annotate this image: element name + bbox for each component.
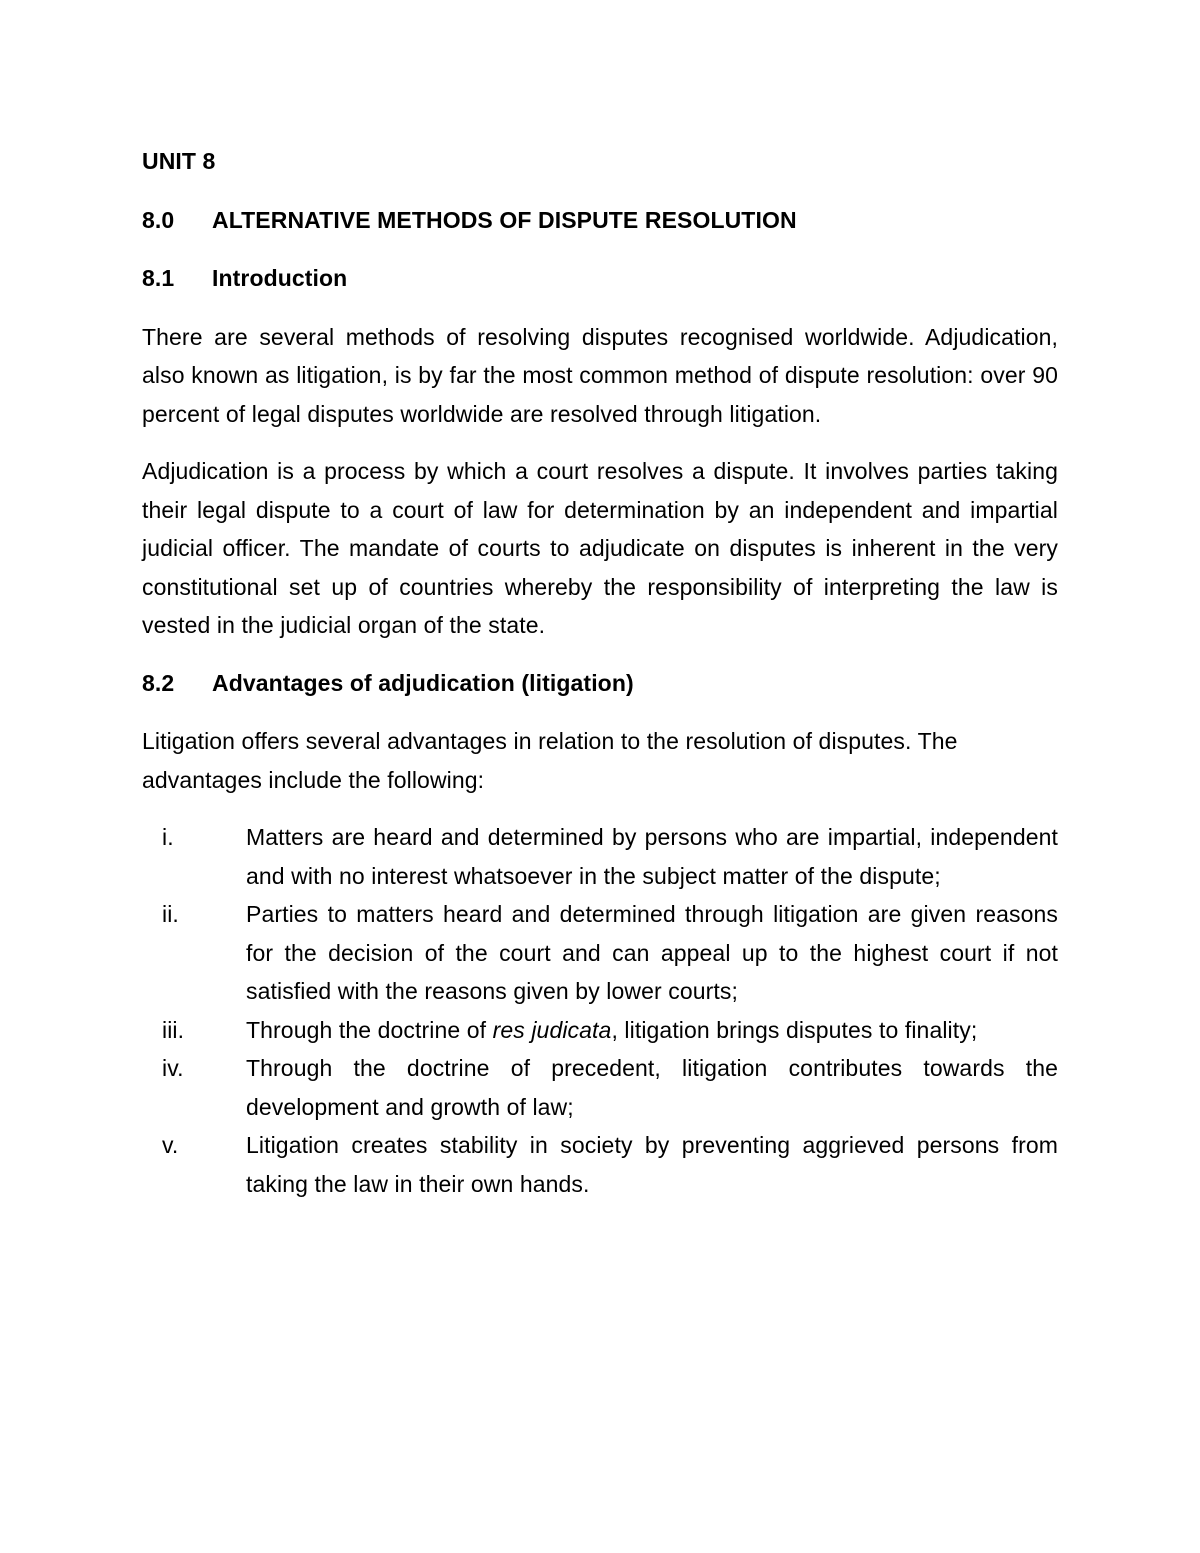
section-number: 8.1 bbox=[142, 265, 175, 291]
section-heading-8-1 bbox=[142, 259, 1058, 298]
intro-paragraph-1: There are several methods of resolving disputes recognised worldwide. Adjudication, also known as litigation, is by far the most common method of dispute resolution: over 90 percent of legal disputes worldwide are resolved through litigation. bbox=[142, 323, 1058, 427]
section-heading-8-0 bbox=[142, 201, 1058, 240]
list-item-text-before: Through the doctrine of bbox=[246, 1016, 493, 1043]
list-item-text: Parties to matters heard and determined through litigation are given reasons for the decision of the court and can appeal up to the highest court if not satisfied with the reasons given by lower courts; bbox=[246, 901, 1058, 1004]
list-marker: i. bbox=[162, 824, 174, 850]
document-body bbox=[142, 142, 1058, 1203]
section-title: Introduction bbox=[212, 265, 348, 291]
advantages-list bbox=[142, 818, 1058, 1203]
section-number: 8.2 bbox=[142, 669, 175, 696]
list-item bbox=[142, 1126, 1058, 1203]
advantages-intro-paragraph: Litigation offers several advantages in relation to the resolution of disputes. The advantages include the following: bbox=[142, 728, 958, 793]
intro-paragraph-2: Adjudication is a process by which a court resolves a dispute. It involves parties taking their legal dispute to a court of law for determination by an independent and impartial judicial officer. The mandate of courts to adjudicate on disputes is inherent in the very constitutional set up of countries whereby the responsibility of interpreting the law is vested in the judicial organ of the state. bbox=[142, 458, 1058, 638]
list-item bbox=[142, 895, 1058, 1011]
section-heading-8-2 bbox=[142, 664, 1058, 703]
list-item bbox=[142, 1049, 1058, 1126]
section-title: Advantages of adjudication (litigation) bbox=[212, 669, 634, 696]
unit-heading: UNIT 8 bbox=[142, 148, 216, 174]
latin-term: res judicata bbox=[492, 1016, 612, 1043]
list-item-text: Matters are heard and determined by persons who are impartial, independent and with no interest whatsoever in the subject matter of the dispute; bbox=[246, 824, 1058, 889]
section-number: 8.0 bbox=[142, 206, 175, 233]
list-marker: ii. bbox=[162, 901, 179, 927]
list-marker: v. bbox=[162, 1132, 179, 1158]
list-item-text-after: , litigation brings disputes to finality; bbox=[611, 1016, 978, 1043]
list-item bbox=[142, 1011, 1058, 1050]
list-item bbox=[142, 818, 1058, 895]
section-title: ALTERNATIVE METHODS OF DISPUTE RESOLUTION bbox=[212, 206, 797, 233]
list-item-text bbox=[246, 1011, 1058, 1050]
list-marker: iii. bbox=[162, 1016, 185, 1043]
list-marker: iv. bbox=[162, 1055, 184, 1081]
list-item-text: Litigation creates stability in society by preventing aggrieved persons from taking the law in their own hands. bbox=[246, 1132, 1058, 1197]
list-item-text: Through the doctrine of precedent, litigation contributes towards the development and growth of law; bbox=[246, 1055, 1058, 1120]
